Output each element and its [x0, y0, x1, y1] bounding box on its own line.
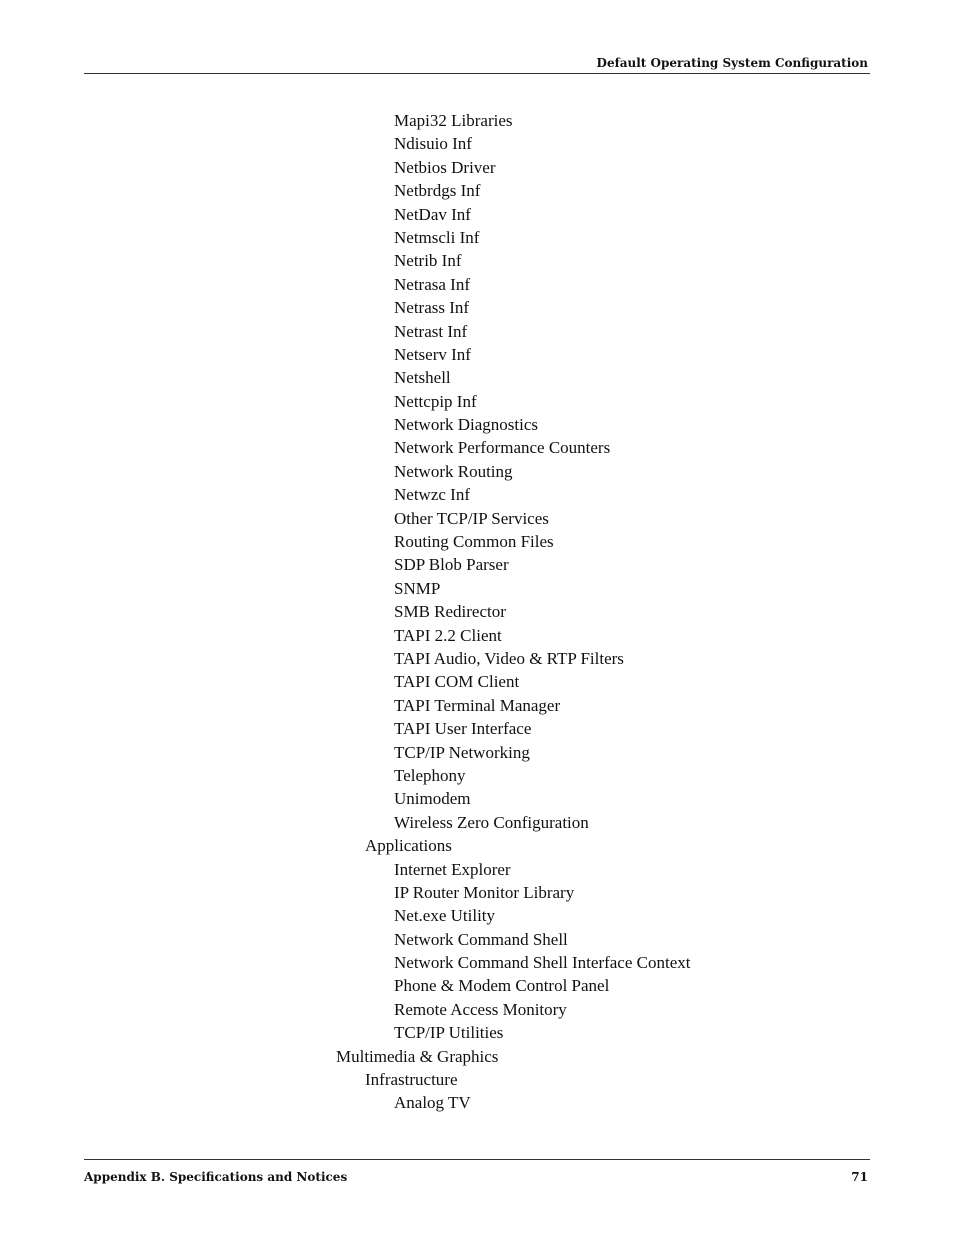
list-item: Netmscli Inf — [394, 227, 480, 247]
list-item: Other TCP/IP Services — [394, 508, 549, 528]
list-item: Internet Explorer — [394, 859, 511, 879]
list-item: Netrass Inf — [394, 298, 470, 318]
list-item: Netserv Inf — [394, 344, 471, 364]
component-list — [0, 109, 954, 1115]
list-item: Ndisuio Inf — [394, 134, 472, 154]
list-item: TAPI Audio, Video & RTP Filters — [394, 648, 624, 668]
list-item: TCP/IP Networking — [394, 742, 530, 762]
list-item: TAPI User Interface — [394, 719, 532, 739]
list-item: Network Diagnostics — [394, 415, 539, 435]
list-item: SNMP — [394, 578, 441, 598]
list-item: Routing Common Files — [394, 532, 554, 552]
list-item: IP Router Monitor Library — [394, 882, 575, 902]
list-item: Multimedia & Graphics — [336, 1046, 499, 1066]
list-item: TAPI 2.2 Client — [394, 625, 502, 645]
list-item: Telephony — [394, 765, 466, 785]
list-item: Netwzc Inf — [394, 485, 470, 505]
list-item: Net.exe Utility — [394, 906, 496, 926]
list-item: Netshell — [394, 368, 451, 388]
footer-section-title: Appendix B. Specifications and Notices — [84, 1170, 348, 1184]
footer-rule — [84, 1159, 870, 1160]
list-item: Applications — [365, 836, 452, 856]
list-item: Netrast Inf — [394, 321, 468, 341]
list-item: Netbrdgs Inf — [394, 181, 481, 201]
list-item: Nettcpip Inf — [394, 391, 477, 411]
list-item: Network Command Shell Interface Context — [394, 953, 691, 973]
list-item: Network Routing — [394, 461, 513, 481]
list-item: Netbios Driver — [394, 157, 496, 177]
list-item: Netrasa Inf — [394, 274, 470, 294]
list-item: Network Command Shell — [394, 929, 568, 949]
list-item: Phone & Modem Control Panel — [394, 976, 610, 996]
list-item: Wireless Zero Configuration — [394, 812, 589, 832]
list-item: TCP/IP Utilities — [394, 1023, 504, 1043]
list-item: TAPI Terminal Manager — [394, 695, 561, 715]
list-item: SDP Blob Parser — [394, 555, 509, 575]
list-item: SMB Redirector — [394, 602, 506, 622]
list-item: Netrib Inf — [394, 251, 462, 271]
list-item: Network Performance Counters — [394, 438, 611, 458]
header-rule — [84, 73, 870, 74]
list-item: Infrastructure — [365, 1070, 458, 1090]
running-header-title: Default Operating System Configuration — [596, 56, 868, 70]
list-item: Analog TV — [394, 1093, 471, 1113]
list-item: Remote Access Monitory — [394, 999, 567, 1019]
list-item: NetDav Inf — [394, 204, 471, 224]
list-item: Mapi32 Libraries — [394, 111, 513, 130]
list-item: Unimodem — [394, 789, 471, 809]
page-number: 71 — [851, 1170, 868, 1184]
list-item: TAPI COM Client — [394, 672, 520, 692]
